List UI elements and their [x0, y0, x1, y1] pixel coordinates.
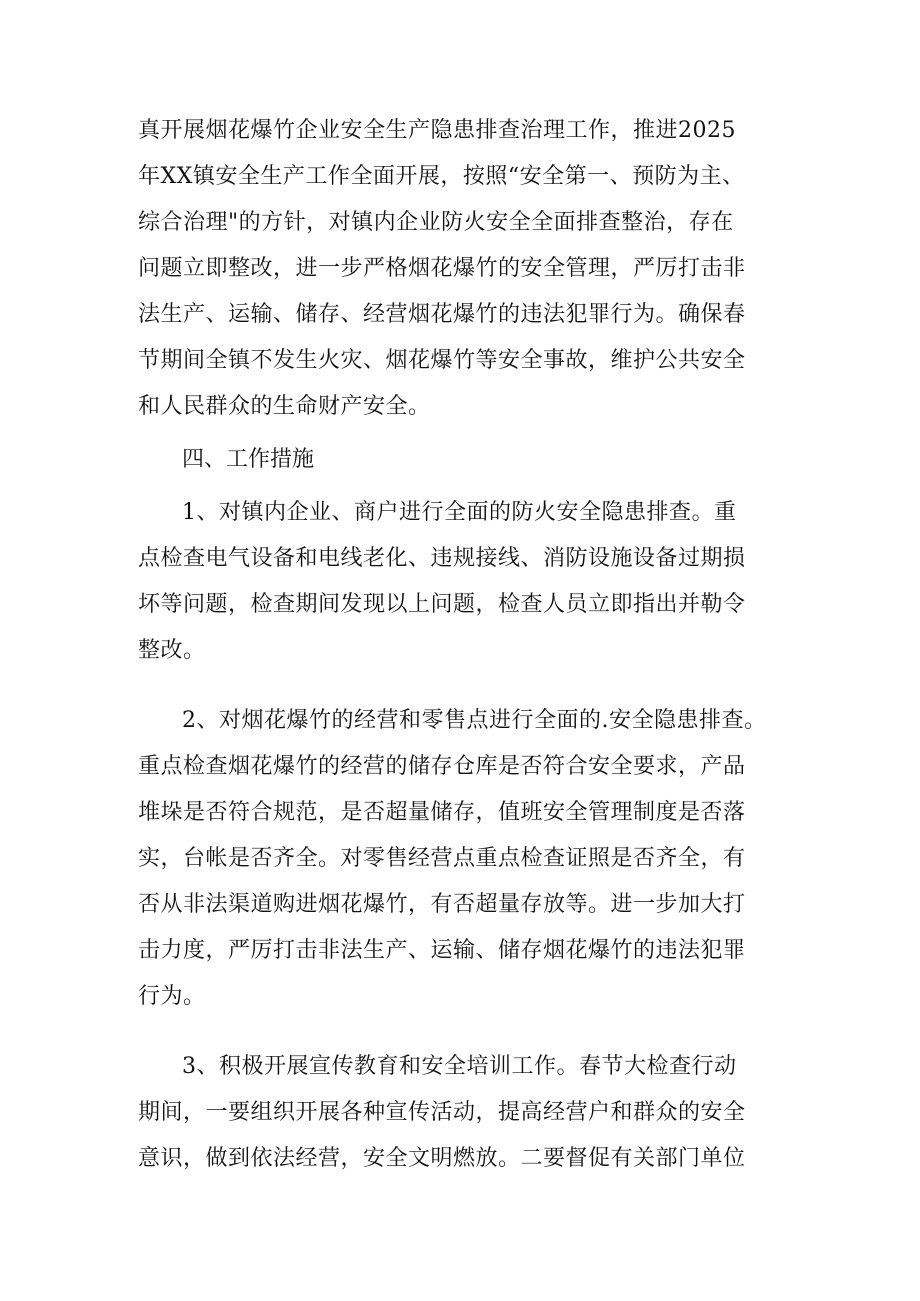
paragraph-measure-1: [138, 490, 796, 674]
text-line: 意识，做到依法经营，安全文明燃放。二要督促有关部门单位: [138, 1146, 746, 1171]
text-line: 真开展烟花爆竹企业安全生产隐患排查治理工作，推进2025: [138, 118, 736, 143]
text-line: 否从非法渠道购进烟花爆竹，有否超量存放等。进一步加大打: [138, 892, 746, 917]
text-line: 问题立即整改，进一步严格烟花爆竹的安全管理，严厉打击非: [138, 256, 746, 281]
paragraph-measure-3: [138, 1044, 796, 1182]
text-line: 击力度，严厉打击非法生产、运输、储存烟花爆竹的违法犯罪: [138, 938, 746, 963]
text-line: 年XX镇安全生产工作全面开展，按照“安全第一、预防为主、: [138, 164, 745, 189]
text-line: 行为。: [138, 984, 206, 1009]
section-heading: 四、工作措施: [182, 447, 315, 472]
text-line: 3、积极开展宣传教育和安全培训工作。春节大检查行动: [182, 1054, 737, 1079]
text-line: 整改。: [138, 638, 206, 663]
paragraph-measure-2: [138, 698, 796, 1020]
document-page: [138, 108, 796, 1182]
text-line: 综合治理"的方针，对镇内企业防火安全全面排查整治，存在: [138, 210, 734, 235]
text-line: 1、对镇内企业、商户进行全面的防火安全隐患排查。重: [182, 500, 737, 525]
text-line: 坏等问题，检查期间发现以上问题，检查人员立即指出并勒令: [138, 592, 746, 617]
paragraph-intro: [138, 108, 796, 430]
text-line: 节期间全镇不发生火灾、烟花爆竹等安全事故，维护公共安全: [138, 348, 746, 373]
text-line: 重点检查烟花爆竹的经营的储存仓库是否符合安全要求，产品: [138, 754, 746, 779]
text-line: 和人民群众的生命财产安全。: [138, 394, 431, 419]
text-line: 堆垛是否符合规范，是否超量储存，值班安全管理制度是否落: [138, 800, 746, 825]
text-line: 点检查电气设备和电线老化、违规接线、消防设施设备过期损: [138, 546, 746, 571]
text-line: 实，台帐是否齐全。对零售经营点重点检查证照是否齐全，有: [138, 846, 746, 871]
text-line: 法生产、运输、储存、经营烟花爆竹的违法犯罪行为。确保春: [138, 302, 746, 327]
paragraph-spacer: [138, 1020, 796, 1044]
text-line: 2、对烟花爆竹的经营和零售点进行全面的.安全隐患排查。: [182, 708, 767, 733]
text-line: 期间，一要组织开展各种宣传活动，提高经营户和群众的安全: [138, 1100, 746, 1125]
paragraph-spacer: [138, 674, 796, 698]
